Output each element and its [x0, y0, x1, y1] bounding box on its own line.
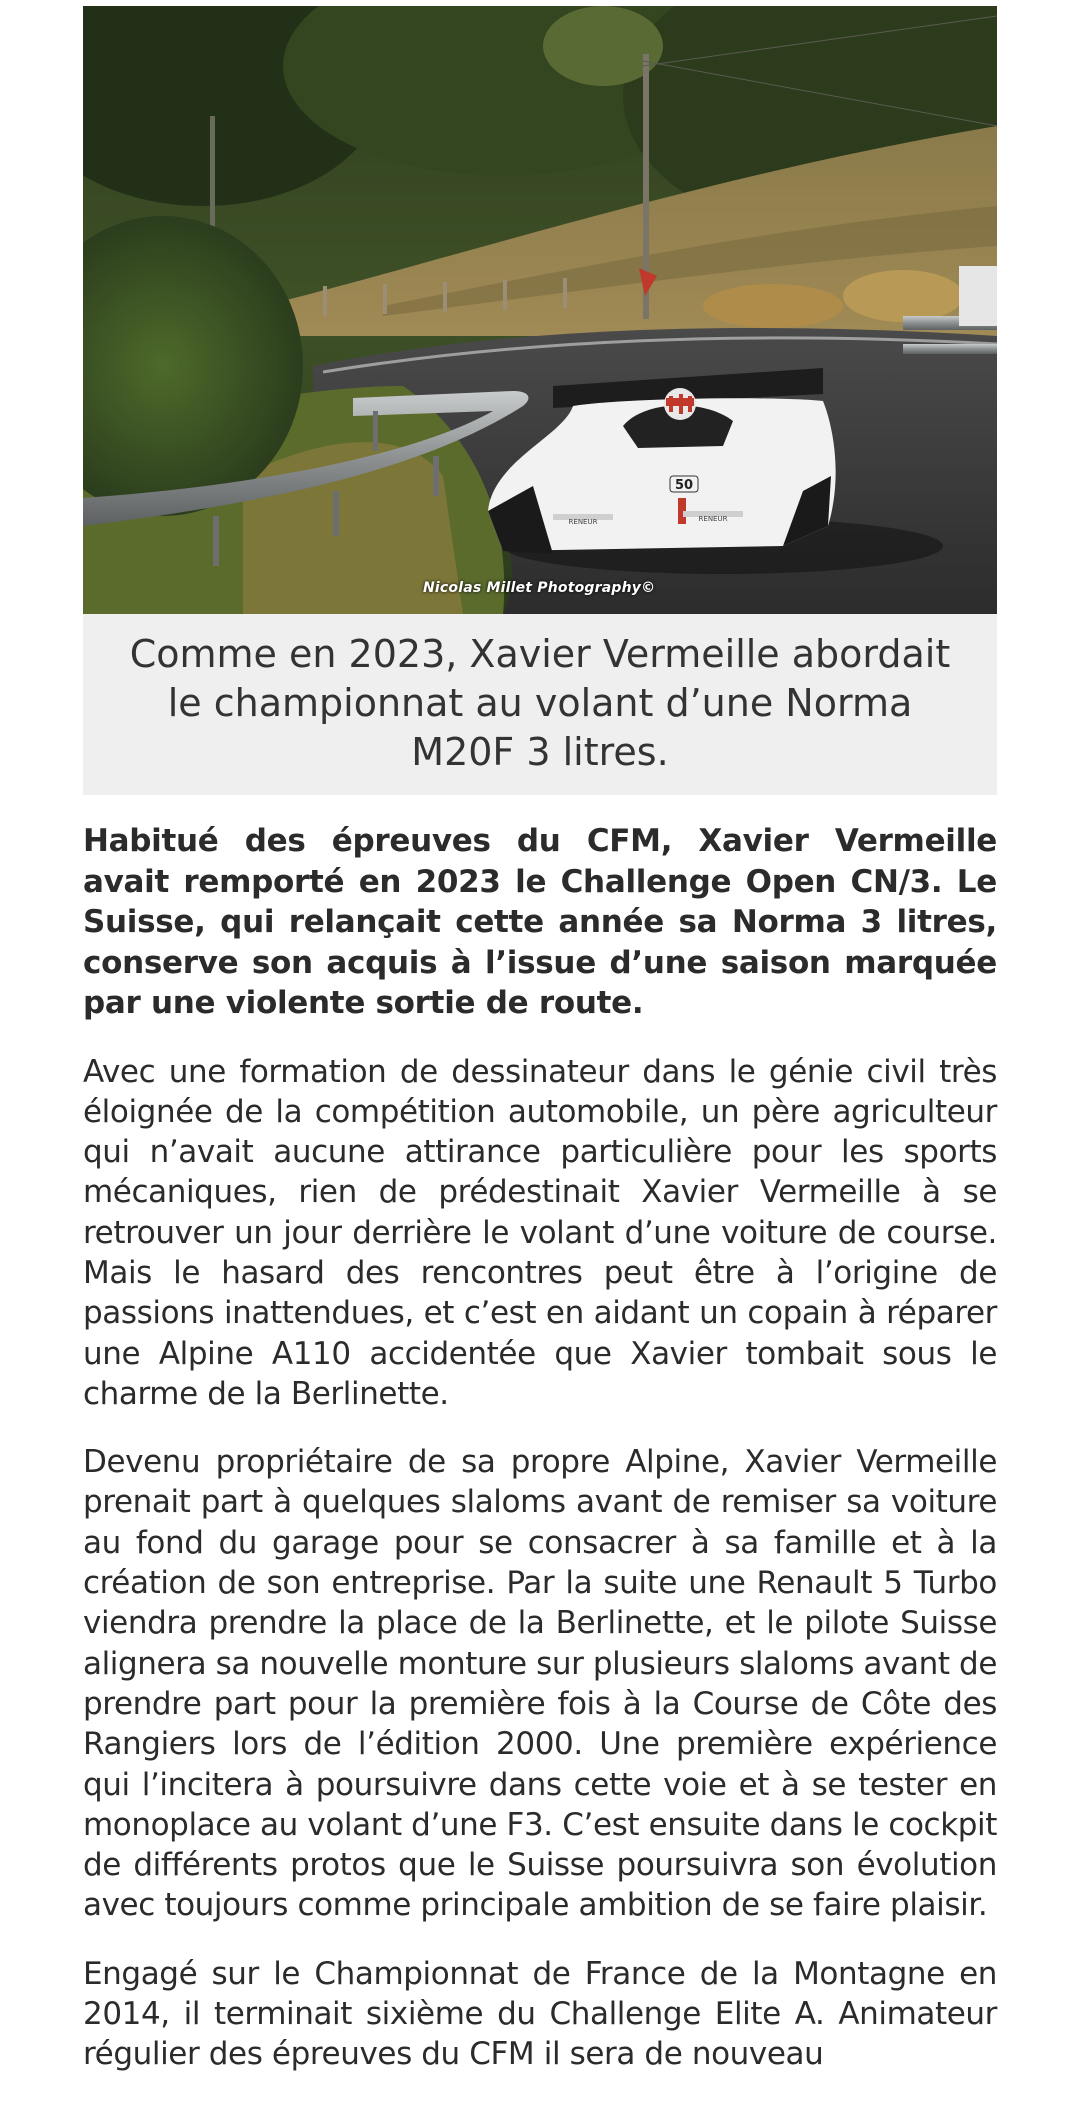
photo-credit: Nicolas Millet Photography© — [423, 580, 656, 596]
article-photo — [83, 6, 997, 614]
photo-caption: Comme en 2023, Xavier Vermeille abordait le championnat au volant d’une Norma M20F 3 litres. — [83, 614, 997, 795]
article-paragraph-2: Devenu propriétaire de sa propre Alpine, Xavier Vermeille prenait part à quelques slaloms avant de remiser sa voiture au fond du garage pour se consacrer à sa famille et à la création de son entreprise. Par la suite une Renault 5 Turbo viendra prendre la place de la Berlinette, et le pilote Suisse alignera sa nouvelle monture sur plusieurs slaloms avant de prendre part pour la première fois à la Course de Côte des Rangiers lors de l’édition 2000. Une première expérience qui l’incitera à poursuivre dans cette voie et à se tester en monoplace au volant d’une F3. C’est ensuite dans le cockpit de différents protos que le Suisse poursuivra son évolution avec toujours comme principale ambition de se faire plaisir. — [83, 1444, 997, 1924]
article-lead: Habitué des épreuves du CFM, Xavier Vermeille avait remporté en 2023 le Challenge Open CN/3. Le Suisse, qui relançait cette année sa Norma 3 litres, conserve son acquis à l’issue d’une saison marquée par une violente sortie de route. — [83, 823, 997, 1021]
race-car-photo — [83, 6, 997, 614]
article-paragraph-1: Avec une formation de dessinateur dans le génie civil très éloignée de la compétition automobile, un père agriculteur qui n’avait aucune attirance particulière pour les sports mécaniques, rien de prédestinait Xavier Vermeille à se retrouver un jour derrière le volant d’une voiture de course. Mais le hasard des rencontres peut être à l’origine de passions inattendues, et c’est en aidant un copain à réparer une Alpine A110 accidentée que Xavier tombait sous le charme de la Berlinette. — [83, 1053, 997, 1412]
car-sponsor-decal: RENEUR — [568, 518, 598, 526]
article — [83, 6, 997, 2075]
car-sponsor-decal: RENEUR — [698, 515, 728, 523]
article-paragraph-3: Engagé sur le Championnat de France de la Montagne en 2014, il terminait sixième du Challenge Elite A. Animateur régulier des épreuves du CFM il sera de nouveau — [83, 1955, 997, 2073]
car-number: 50 — [674, 478, 694, 493]
